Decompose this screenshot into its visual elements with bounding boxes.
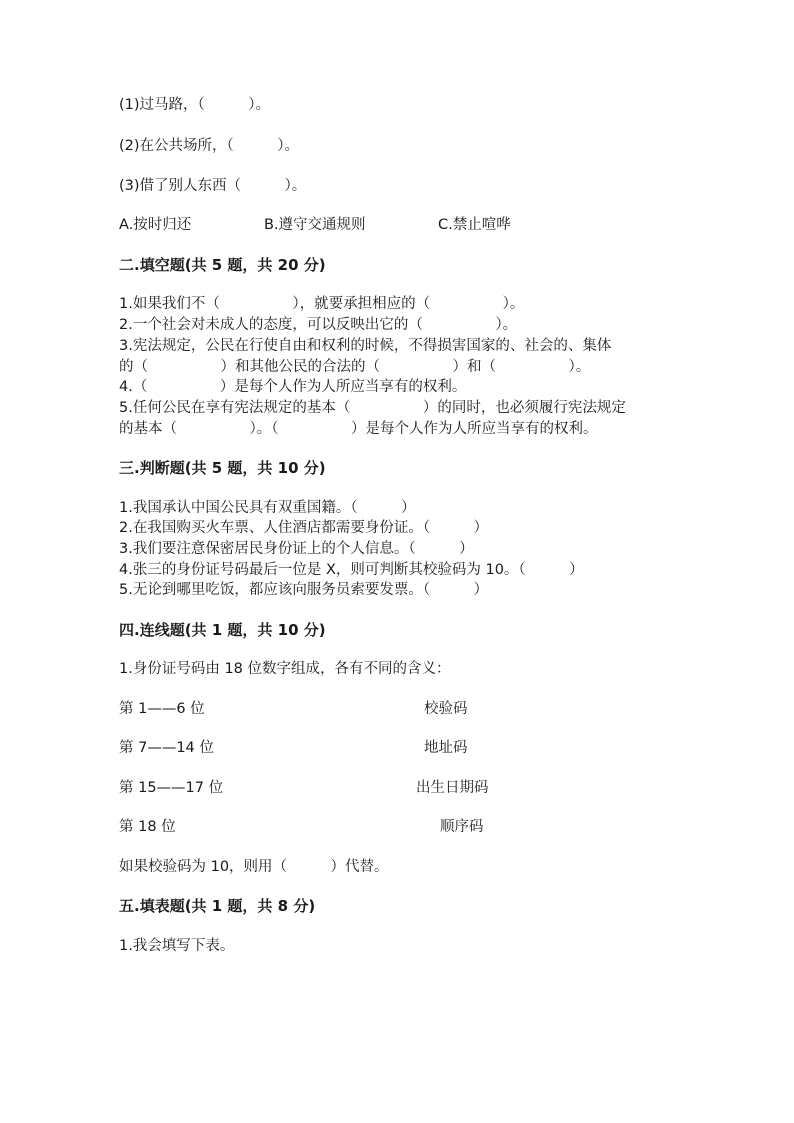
match-left-item: 第 7——14 位 bbox=[119, 740, 214, 756]
question-line: 5.无论到哪里吃饭，都应该向服务员索要发票。（ ） bbox=[119, 582, 489, 598]
option-b: B.遵守交通规则 bbox=[264, 217, 366, 233]
match-right-item: 出生日期码 bbox=[416, 780, 489, 796]
question-line: 2.一个社会对未成人的态度，可以反映出它的（ ）。 bbox=[119, 317, 518, 333]
match-left-item: 第 18 位 bbox=[119, 819, 176, 835]
match-right-item: 地址码 bbox=[424, 740, 468, 756]
section-heading: 二.填空题(共 5 题，共 20 分) bbox=[119, 256, 326, 274]
section-heading: 三.判断题(共 5 题，共 10 分) bbox=[119, 459, 326, 477]
question-line: 3.宪法规定，公民在行使自由和权利的时候，不得损害国家的、社会的、集体 bbox=[119, 338, 612, 354]
question-item: (1)过马路，（ ）。 bbox=[119, 97, 271, 113]
question-intro: 1.我会填写下表。 bbox=[119, 938, 235, 954]
question-line: 3.我们要注意保密居民身份证上的个人信息。（ ） bbox=[119, 541, 474, 557]
question-line: 1.如果我们不（ ），就要承担相应的（ ）。 bbox=[119, 296, 525, 312]
question-line: 1.我国承认中国公民具有双重国籍。（ ） bbox=[119, 500, 416, 516]
match-right-item: 校验码 bbox=[424, 701, 468, 717]
question-line: 的基本（ ）。（ ）是每个人作为人所应当享有的权利。 bbox=[119, 421, 598, 437]
match-left-item: 第 1——6 位 bbox=[119, 701, 205, 717]
question-line: 5.任何公民在享有宪法规定的基本（ ）的同时，也必须履行宪法规定 bbox=[119, 400, 626, 416]
question-item: (3)借了别人东西（ ）。 bbox=[119, 178, 307, 194]
question-line: 的（ ）和其他公民的合法的（ ）和（ ）。 bbox=[119, 359, 591, 375]
question-line: 4.张三的身份证号码最后一位是 X，则可判断其校验码为 10。（ ） bbox=[119, 562, 584, 578]
question-intro: 1.身份证号码由 18 位数字组成，各有不同的含义： bbox=[119, 661, 451, 677]
section-heading: 五.填表题(共 1 题，共 8 分) bbox=[119, 897, 316, 915]
match-left-item: 第 15——17 位 bbox=[119, 780, 224, 796]
option-a: A.按时归还 bbox=[119, 217, 192, 233]
question-line: 4.（ ）是每个人作为人所应当享有的权利。 bbox=[119, 379, 467, 395]
option-c: C.禁止喧哗 bbox=[438, 217, 511, 233]
question-item: (2)在公共场所，（ ）。 bbox=[119, 138, 300, 154]
question-followup: 如果校验码为 10，则用（ ）代替。 bbox=[119, 859, 389, 875]
section-heading: 四.连线题(共 1 题，共 10 分) bbox=[119, 621, 326, 639]
match-right-item: 顺序码 bbox=[440, 819, 484, 835]
question-line: 2.在我国购买火车票、人住酒店都需要身份证。（ ） bbox=[119, 520, 489, 536]
